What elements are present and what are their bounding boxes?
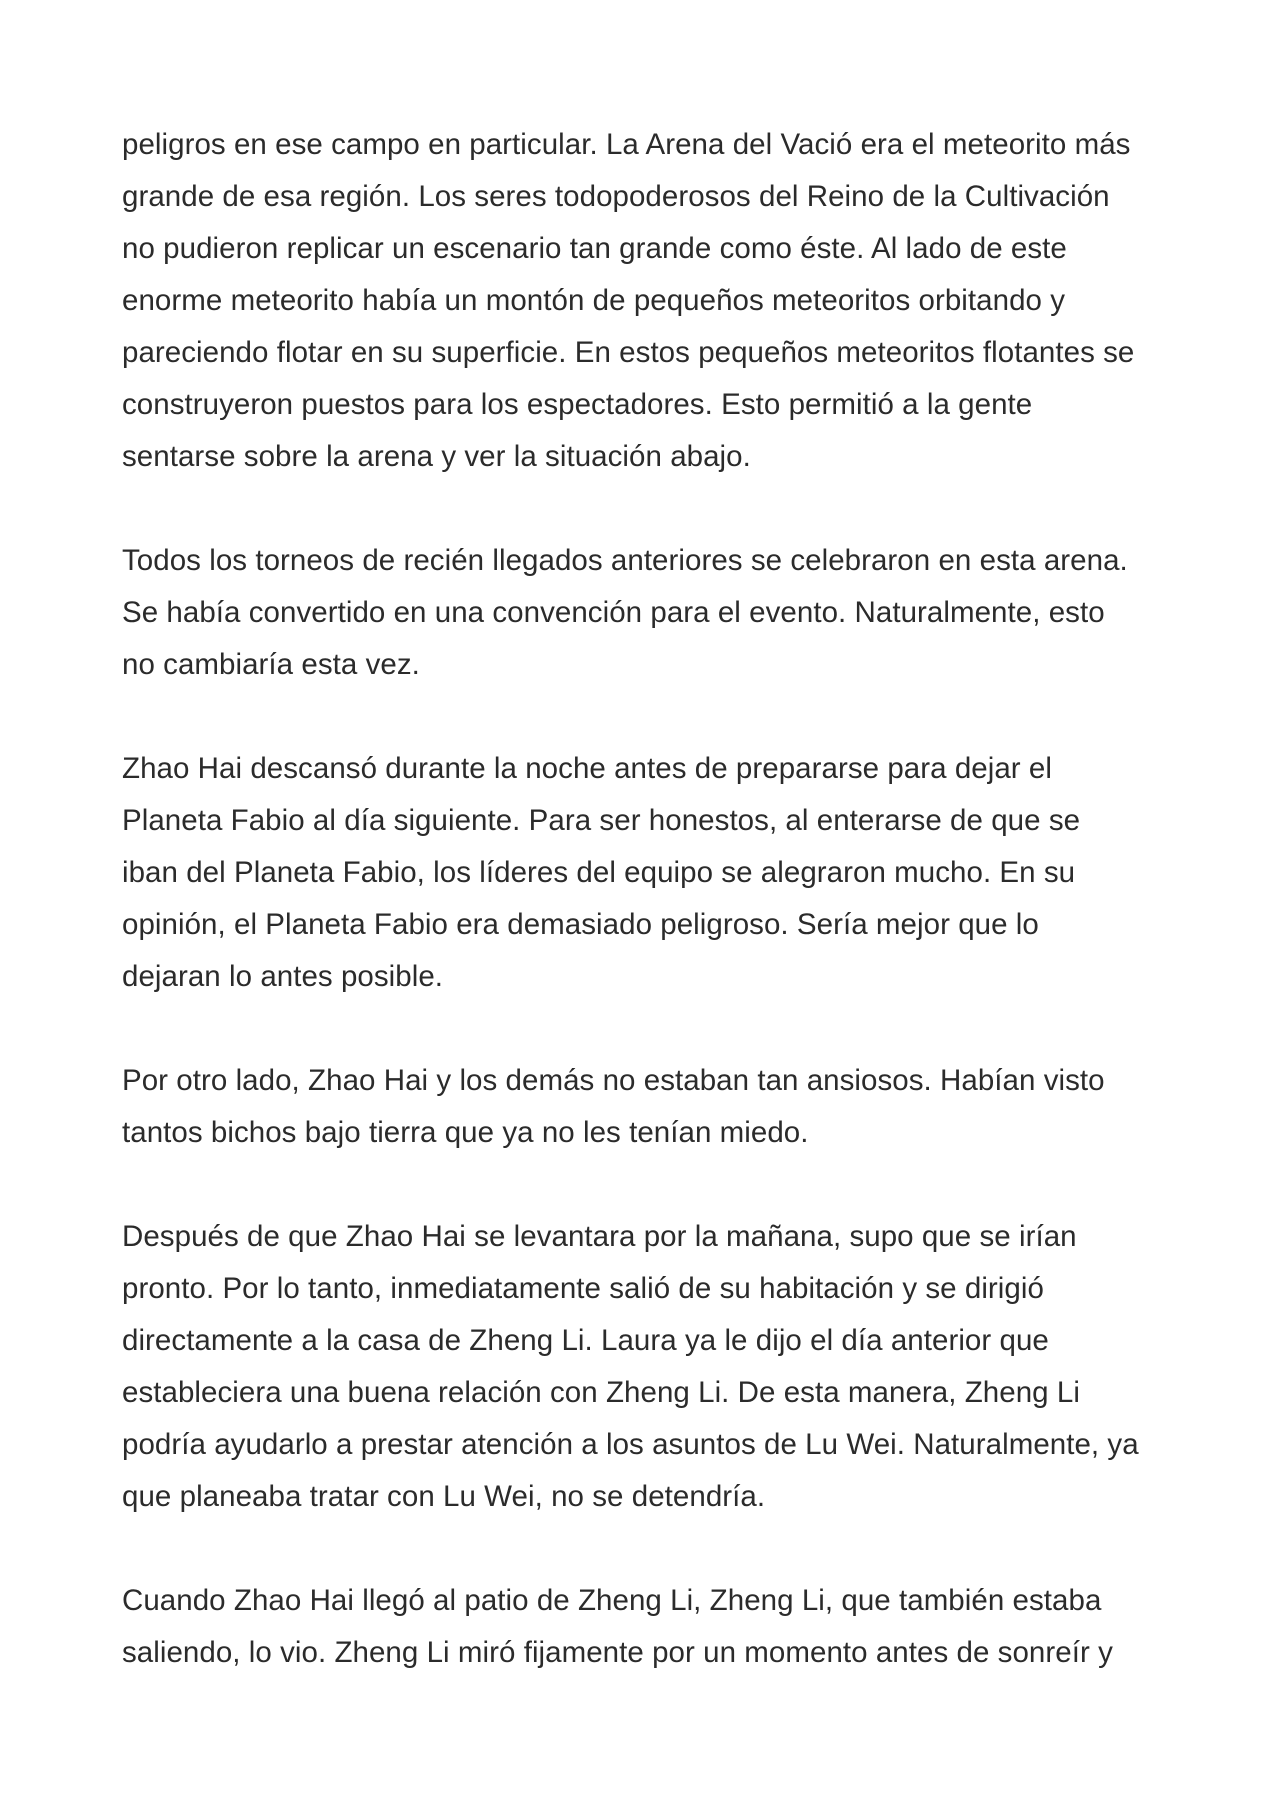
text-line: Planeta Fabio al día siguiente. Para ser honestos, al enterarse de que se	[122, 804, 1081, 837]
text-line: opinión, el Planeta Fabio era demasiado peligroso. Sería mejor que lo	[122, 908, 1039, 941]
text-line: Todos los torneos de recién llegados anteriores se celebraron en esta arena.	[122, 544, 1128, 577]
text-line: Por otro lado, Zhao Hai y los demás no estaban tan ansiosos. Habían visto	[122, 1064, 1105, 1097]
text-line: pareciendo flotar en su superficie. En estos pequeños meteoritos flotantes se	[122, 336, 1135, 369]
text-line: Cuando Zhao Hai llegó al patio de Zheng Li, Zheng Li, que también estaba	[122, 1584, 1102, 1617]
text-line: tantos bichos bajo tierra que ya no les tenían miedo.	[122, 1116, 809, 1149]
paragraph-4	[122, 1055, 1182, 1159]
text-line: iban del Planeta Fabio, los líderes del equipo se alegraron mucho. En su	[122, 856, 1076, 889]
text-body	[122, 119, 1182, 1731]
text-line: saliendo, lo vio. Zheng Li miró fijamente por un momento antes de sonreír y	[122, 1636, 1113, 1669]
text-line: podría ayudarlo a prestar atención a los asuntos de Lu Wei. Naturalmente, ya	[122, 1428, 1139, 1461]
text-line: sentarse sobre la arena y ver la situación abajo.	[122, 440, 751, 473]
text-line: peligros en ese campo en particular. La Arena del Vació era el meteorito más	[122, 128, 1131, 161]
text-line: Se había convertido en una convención para el evento. Naturalmente, esto	[122, 596, 1105, 629]
text-line: pronto. Por lo tanto, inmediatamente salió de su habitación y se dirigió	[122, 1272, 1044, 1305]
text-line: grande de esa región. Los seres todopoderosos del Reino de la Cultivación	[122, 180, 1110, 213]
text-line: Zhao Hai descansó durante la noche antes de prepararse para dejar el	[122, 752, 1052, 785]
text-line: construyeron puestos para los espectadores. Esto permitió a la gente	[122, 388, 1033, 421]
text-line: dejaran lo antes posible.	[122, 960, 444, 993]
text-line: no pudieron replicar un escenario tan grande como éste. Al lado de este	[122, 232, 1067, 265]
text-line: enorme meteorito había un montón de pequeños meteoritos orbitando y	[122, 284, 1066, 317]
paragraph-1	[122, 119, 1182, 483]
paragraph-3	[122, 743, 1182, 1003]
paragraph-2	[122, 535, 1182, 691]
text-line: que planeaba tratar con Lu Wei, no se detendría.	[122, 1480, 766, 1513]
paragraph-5	[122, 1211, 1182, 1523]
text-line: no cambiaría esta vez.	[122, 648, 420, 681]
text-line: estableciera una buena relación con Zheng Li. De esta manera, Zheng Li	[122, 1376, 1080, 1409]
paragraph-6	[122, 1575, 1182, 1679]
text-line: directamente a la casa de Zheng Li. Laura ya le dijo el día anterior que	[122, 1324, 1049, 1357]
text-line: Después de que Zhao Hai se levantara por la mañana, supo que se irían	[122, 1220, 1077, 1253]
